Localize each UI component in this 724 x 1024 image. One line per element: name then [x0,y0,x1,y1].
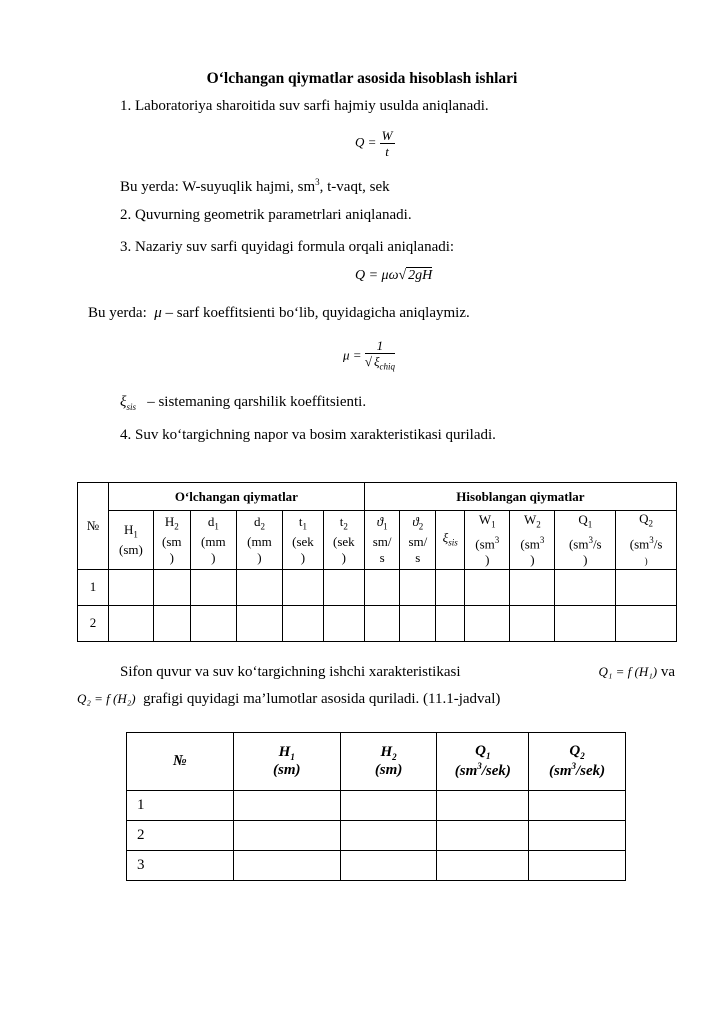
table2-no-header: № [127,733,234,791]
th-H2: $H_2$ (sm ) [153,511,190,570]
formula-denominator: t [385,144,389,159]
list-item-1: 1. Laboratoriya sharoitida suv sarfi hajmiy usulda aniqlanadi. [120,98,489,114]
th-H1: $H_1$ (sm) [109,511,154,570]
formula2-lhs: Q = μω [355,268,399,283]
formula3-numerator: 1 [365,338,395,354]
th-d1: $d_1$ (mm ) [190,511,236,570]
where2-text: Bu yerda: [88,305,147,321]
xi-definition-text: – sistemaning qarshilik koeffitsienti. [147,394,367,410]
where2-post: – sarf koeffitsienti bo‘lib, quyidagicha aniqlaymiz. [165,305,470,321]
list-item-3: 3. Nazariy suv sarfi quyidagi formula orqali aniqlanadi: [120,239,455,255]
list-item-2: 2. Quvurning geometrik parametrlari aniqlanadi. [120,207,412,223]
where-note-1 [120,177,390,196]
results-table [126,732,626,881]
xi-sis-sub: sis [126,402,136,412]
th2-H1: $H_1$ (sm) [233,733,340,791]
list-item-4: 4. Suv ko‘targichning napor va bosim xarakteristikasi quriladi. [120,427,496,443]
table-row [78,569,677,605]
formula-Q2: Q₂ = f (H₂) [77,691,136,706]
where1-sup: 3 [315,177,320,187]
para-text-2: grafigi quyidagi ma’lumotlar asosida quriladi. (11.1-jadval) [143,691,501,707]
formula-lhs: Q = [355,134,377,150]
formula3-lhs: μ = [343,347,362,363]
th-v1: $ϑ_1$ sm/ s [364,511,400,570]
table1-measured-group: O‘lchangan qiymatlar [109,483,365,511]
table1-calculated-group: Hisoblangan qiymatlar [364,483,676,511]
th-W2: $W_2$ ($sm^3$ ) [510,511,555,570]
mu-symbol: μ [154,305,162,321]
th-Q2: $Q_2$ ($sm^3/s$ ) [616,511,677,570]
formula-Q1: Q₁ = f (H₁) [598,664,658,679]
xi-sub: chiq [379,361,396,372]
th-t2: $t_2$ (sek ) [323,511,364,570]
table-row [127,821,626,851]
table-row [127,851,626,881]
formula-mu: μ = $\frac{1}{√ \xi_{chiq}}$ [343,338,396,372]
row-number: 3 [127,851,234,881]
th-Q1: $Q_1$ ($sm^3/s$ ) [555,511,616,570]
measurement-table [77,482,677,642]
xi-sis-symbol: ξ [120,394,127,410]
th-t1: $t_1$ (sek ) [283,511,324,570]
th2-Q1: $Q_1$ $(sm^3/sek)$ [437,733,529,791]
th-d2: $d_2$ (mm ) [236,511,282,570]
where-note-2 [88,305,470,322]
th-xi: $\xi_{sis}$ [436,511,465,570]
paragraph-line-1 [120,664,675,681]
row-number: 1 [127,791,234,821]
where1-text: Bu yerda: W-suyuqlik hajmi, sm [120,179,316,195]
page-title: O‘lchangan qiymatlar asosida hisoblash ishlari [206,70,518,87]
formula2-radicand: 2gH [408,268,433,283]
th-v2: $ϑ_2$ sm/ s [400,511,436,570]
para-text-1: Sifon quvur va suv ko‘targichning ishchi xarakteristikasi [120,664,461,680]
formula-numerator: W [381,128,393,143]
paragraph-line-2 [77,691,500,708]
formula-volumetric-flow [355,128,395,159]
th2-H2: $H_2$ (sm) [340,733,437,791]
xi-definition [120,394,366,412]
table-row [127,791,626,821]
table-row [78,605,677,641]
where1-post: , t-vaqt, sek [319,179,390,195]
row-number: 2 [127,821,234,851]
para-va: va [660,664,675,680]
th2-Q2: $Q_2$ $(sm^3/sek)$ [529,733,626,791]
row-number: 1 [78,569,109,605]
th-W1: $W_1$ ($sm^3$ ) [465,511,510,570]
xi-symbol: ξ [373,354,380,369]
table1-no-header: № [78,483,109,570]
formula-theoretical-flow: Q = μω√ 2gH [355,268,433,283]
row-number: 2 [78,605,109,641]
